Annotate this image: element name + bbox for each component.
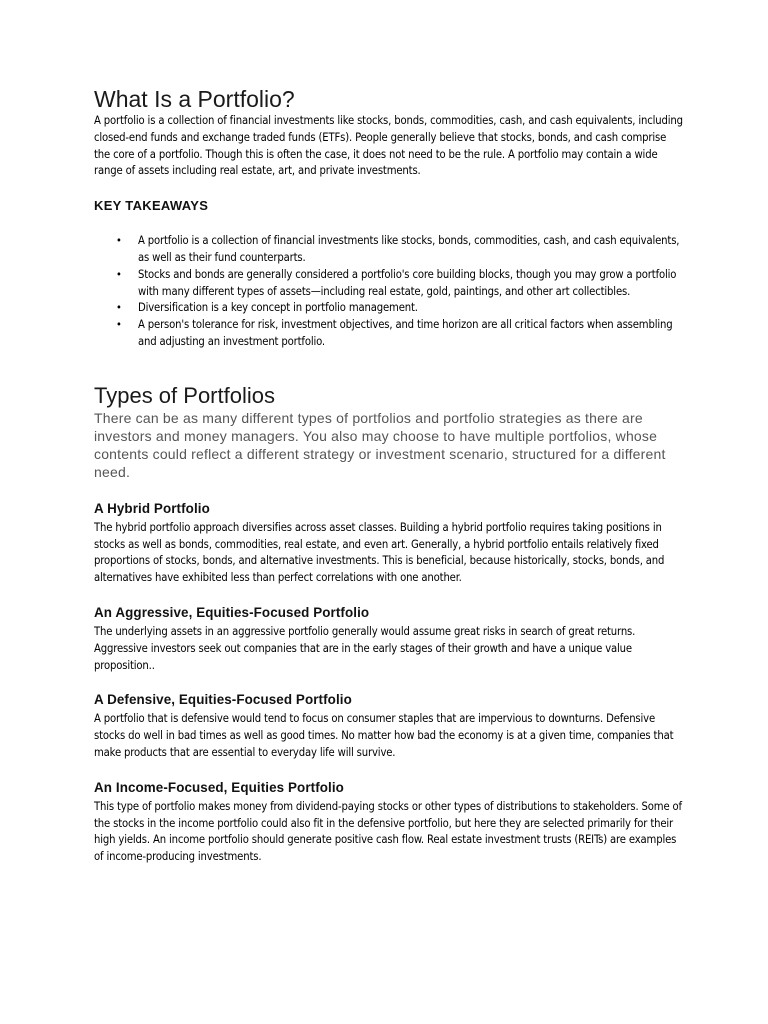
list-item — [94, 267, 684, 301]
section-hybrid-portfolio — [94, 500, 684, 587]
key-takeaways-heading: KEY TAKEAWAYS — [94, 198, 209, 214]
list-item — [94, 317, 684, 351]
bullet-icon: • — [116, 267, 122, 281]
section-heading: A Hybrid Portfolio — [94, 500, 210, 516]
section-aggressive-portfolio — [94, 604, 684, 674]
section-body: This type of portfolio makes money from dividend-paying stocks or other types of distributions to stakeholders. Some of the stocks in the income portfolio could also fit in the defensive portfolio, but here they are selected primarily for their high yields. An income portfolio should generate positive cash flow. Real estate investment trusts (REITs) are examples of income-producing investments. — [94, 799, 682, 864]
section-body: A portfolio that is defensive would tend to focus on consumer staples that are impervious to downturns. Defensive stocks do well in bad times as well as good times. No matter how bad the economy is at a given time, companies that make products that are essential to everyday life will survive. — [94, 712, 674, 759]
types-lead-paragraph: There can be as many different types of portfolios and portfolio strategies as there are investors and money managers. You also may choose to have multiple portfolios, whose contents could reflect a different strategy or investment scenario, structured for a different need. — [94, 409, 666, 480]
list-item — [94, 300, 684, 317]
list-item-text: A portfolio is a collection of financial investments like stocks, bonds, commodities, cash, and cash equivalents, as well as their fund counterparts. — [138, 234, 680, 264]
section-heading: A Defensive, Equities-Focused Portfolio — [94, 692, 352, 708]
list-item-text: Stocks and bonds are generally considered a portfolio's core building blocks, though you may grow a portfolio with many different types of assets—including real estate, gold, paintings, and other art collectibles. — [138, 267, 677, 298]
types-heading: Types of Portfolios — [94, 382, 275, 408]
section-body: The hybrid portfolio approach diversifies across asset classes. Building a hybrid portfolio requires taking positions in stocks as well as bonds, commodities, real estate, and even art. Generally, a hybrid portfolio entails relatively fixed proportions of stocks, bonds, and alternative investments. This is beneficial, because historically, stocks, bonds, and alternatives have exhibited less than perfect correlations with one another. — [94, 520, 665, 585]
list-item-text: A person's tolerance for risk, investment objectives, and time horizon are all critical factors when assembling and adjusting an investment portfolio. — [138, 318, 673, 348]
bullet-icon: • — [116, 318, 122, 332]
key-takeaways-list — [94, 233, 684, 351]
bullet-icon: • — [116, 301, 122, 315]
section-body: The underlying assets in an aggressive portfolio generally would assume great risks in search of great returns. Aggressive investors seek out companies that are in the early stages of their growth and have a unique value proposition.. — [94, 624, 636, 672]
section-defensive-portfolio — [94, 691, 684, 761]
intro-paragraph: A portfolio is a collection of financial investments like stocks, bonds, commodities, cash, and cash equivalents, including closed-end funds and exchange traded funds (ETFs). People generally believe that stocks, bonds, and cash comprise the core of a portfolio. Though this is often the case, it does not need to be the rule. A portfolio may contain a wide range of assets including real estate, art, and private investments. — [94, 114, 683, 178]
bullet-icon: • — [116, 234, 122, 248]
section-heading: An Income-Focused, Equities Portfolio — [94, 779, 344, 795]
section-heading: An Aggressive, Equities-Focused Portfolio — [94, 604, 370, 620]
section-income-portfolio — [94, 779, 684, 866]
list-item — [94, 233, 684, 267]
list-item-text: Diversification is a key concept in portfolio management. — [138, 301, 418, 315]
page-title: What Is a Portfolio? — [94, 86, 295, 112]
document-content — [94, 86, 684, 866]
